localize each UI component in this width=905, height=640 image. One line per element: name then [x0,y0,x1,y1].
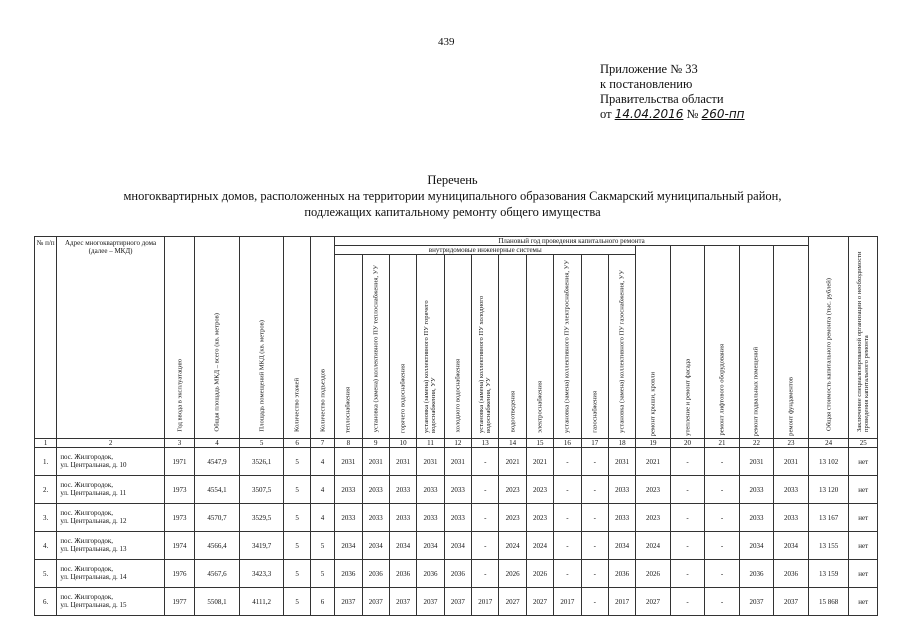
cell-concl: нет [849,588,878,616]
cell-c18: 2036 [608,560,635,588]
cell-prem: 3507,5 [239,476,284,504]
cell-floors: 5 [284,588,310,616]
cell-prem: 3423,3 [239,560,284,588]
cell-c10: 2037 [389,588,416,616]
address-line: ул. Центральная, д. 15 [60,600,127,609]
cell-total: 4570,7 [195,504,240,532]
cell-c9: 2037 [362,588,389,616]
appendix-date-line [600,107,745,122]
cell-c13: - [472,504,499,532]
header-elevator: ремонт лифтового оборудования [705,246,739,439]
cell-c23: 2033 [774,504,809,532]
cell-c12: 2034 [444,532,471,560]
header-hot-water: горячего водоснабжения [389,255,416,439]
cell-c8: 2033 [335,504,362,532]
cell-c19: 2026 [636,560,670,588]
cell-total: 4554,1 [195,476,240,504]
cell-floors: 5 [284,476,310,504]
cell-c17: - [581,560,608,588]
date-prefix: от [600,107,612,121]
column-number: 10 [389,439,416,448]
cell-prem: 3526,1 [239,448,284,476]
cell-c8: 2037 [335,588,362,616]
cell-c20: - [670,560,704,588]
address-line: пос. Жилгородок, [60,537,114,545]
cell-c12: 2031 [444,448,471,476]
column-number: 8 [335,439,362,448]
cell-c12: 2033 [444,476,471,504]
cell-c16: - [554,476,581,504]
cell-c11: 2034 [417,532,444,560]
cell-ent: 4 [310,504,334,532]
header-roof: ремонт крыши, кровли [636,246,670,439]
cell-c19: 2021 [636,448,670,476]
column-number: 23 [774,439,809,448]
cell-cost: 13 155 [808,532,849,560]
cell-c18: 2031 [608,448,635,476]
cell-concl: нет [849,448,878,476]
cell-floors: 5 [284,504,310,532]
header-floors: Количество этажей [284,237,310,439]
header-heat: теплоснабжения [335,255,362,439]
column-number: 6 [284,439,310,448]
cell-c15: 2023 [526,504,553,532]
cell-cost: 13 167 [808,504,849,532]
document-title [0,172,905,220]
column-number: 24 [808,439,849,448]
cell-c11: 2033 [417,504,444,532]
column-number-row [35,439,878,448]
column-number: 18 [608,439,635,448]
cell-c22: 2033 [739,504,773,532]
cell-ent: 4 [310,448,334,476]
cell-ent: 5 [310,560,334,588]
cell-floors: 5 [284,532,310,560]
address-line: ул. Центральная, д. 13 [60,544,127,553]
cell-c20: - [670,476,704,504]
cell-n: 4. [35,532,57,560]
column-number: 5 [239,439,284,448]
header-conclusion: Заключение специализированной организации о необходимости проведения капитального ремонта [849,237,878,439]
cell-c20: - [670,504,704,532]
cell-c11: 2033 [417,476,444,504]
column-number: 11 [417,439,444,448]
cell-c22: 2036 [739,560,773,588]
cell-c18: 2017 [608,588,635,616]
table-row [35,560,878,588]
cell-c11: 2036 [417,560,444,588]
header-year-built: Год ввода в эксплуатацию [164,237,194,439]
cell-c13: - [472,532,499,560]
header-heat-meter: установка (замена) коллективного ПУ теплоснабжения, УУ [362,255,389,439]
cell-n: 5. [35,560,57,588]
title-line-2: многоквартирных домов, расположенных на территории муниципального образования Сакмарский муниципальный район, [123,189,782,203]
cell-c18: 2033 [608,476,635,504]
header-num: № п/п [35,237,57,439]
cell-c17: - [581,504,608,532]
header-hot-water-meter: установка (замена) коллективного ПУ горячего водоснабжения, УУ [417,255,444,439]
header-basement: ремонт подвальных помещений [739,246,773,439]
cell-prem: 3529,5 [239,504,284,532]
header-premises-area: Площадь помещений МКД (кв. метров) [239,237,284,439]
address-line: ул. Центральная, д. 12 [60,516,127,525]
column-number: 7 [310,439,334,448]
address-cell [57,532,165,560]
cell-c13: - [472,476,499,504]
cell-c15: 2024 [526,532,553,560]
cell-n: 2. [35,476,57,504]
cell-cost: 13 120 [808,476,849,504]
cell-c14: 2023 [499,504,526,532]
cell-c22: 2033 [739,476,773,504]
cell-c12: 2036 [444,560,471,588]
cell-concl: нет [849,560,878,588]
address-cell [57,504,165,532]
cell-c15: 2026 [526,560,553,588]
cell-c17: - [581,532,608,560]
cell-c10: 2033 [389,476,416,504]
appendix-title: Приложение № 33 [600,62,698,76]
cell-prem: 4111,2 [239,588,284,616]
cell-c16: - [554,504,581,532]
cell-c8: 2033 [335,476,362,504]
cell-c9: 2036 [362,560,389,588]
header-electric-meter: установка (замена) коллективного ПУ электроснабжения, УУ [554,255,581,439]
cell-floors: 5 [284,448,310,476]
cell-c10: 2034 [389,532,416,560]
cell-ent: 4 [310,476,334,504]
cell-c16: - [554,532,581,560]
cell-c10: 2036 [389,560,416,588]
cell-c9: 2034 [362,532,389,560]
cell-c22: 2031 [739,448,773,476]
cell-c11: 2031 [417,448,444,476]
cell-c14: 2027 [499,588,526,616]
cell-c13: 2017 [472,588,499,616]
address-cell [57,448,165,476]
cell-c19: 2023 [636,476,670,504]
header-gas-meter: установка (замена) коллективного ПУ газоснабжения, УУ [608,255,635,439]
cell-year: 1971 [164,448,194,476]
cell-c23: 2037 [774,588,809,616]
cell-c21: - [705,448,739,476]
column-number: 13 [472,439,499,448]
cell-c9: 2031 [362,448,389,476]
table-row [35,588,878,616]
cell-c12: 2033 [444,504,471,532]
cell-total: 4566,4 [195,532,240,560]
cell-c16: 2017 [554,588,581,616]
title-line-1: Перечень [427,173,478,187]
cell-c8: 2031 [335,448,362,476]
column-number: 17 [581,439,608,448]
repair-table [34,236,878,616]
cell-prem: 3419,7 [239,532,284,560]
cell-c17: - [581,448,608,476]
cell-c15: 2027 [526,588,553,616]
cell-c19: 2024 [636,532,670,560]
column-number: 25 [849,439,878,448]
handwritten-date: 14.04.2016 [614,107,684,121]
cell-c15: 2023 [526,476,553,504]
cell-c23: 2036 [774,560,809,588]
cell-c14: 2024 [499,532,526,560]
appendix-ref: к постановлению [600,77,693,91]
cell-c22: 2037 [739,588,773,616]
header-planned-year: Плановый год проведения капитального ремонта [335,237,809,246]
cell-floors: 5 [284,560,310,588]
cell-total: 4547,9 [195,448,240,476]
cell-cost: 13 159 [808,560,849,588]
cell-c17: - [581,588,608,616]
header-facade: утепление и ремонт фасада [670,246,704,439]
cell-c9: 2033 [362,504,389,532]
header-cold-water: холодного водоснабжения [444,255,471,439]
cell-n: 3. [35,504,57,532]
cell-total: 4567,6 [195,560,240,588]
cell-c21: - [705,476,739,504]
column-number: 20 [670,439,704,448]
cell-c18: 2033 [608,504,635,532]
header-entrances: Количество подъездов [310,237,334,439]
cell-c19: 2023 [636,504,670,532]
column-number: 9 [362,439,389,448]
cell-c21: - [705,532,739,560]
address-line: пос. Жилгородок, [60,453,114,461]
cell-c12: 2037 [444,588,471,616]
column-number: 19 [636,439,670,448]
column-number: 4 [195,439,240,448]
cell-c18: 2034 [608,532,635,560]
header-address: Адрес многоквартирного дома (далее – МКД) [57,237,165,439]
address-line: пос. Жилгородок, [60,509,114,517]
cell-c23: 2031 [774,448,809,476]
cell-c10: 2033 [389,504,416,532]
cell-c23: 2034 [774,532,809,560]
appendix-authority: Правительства области [600,92,724,106]
cell-c13: - [472,448,499,476]
cell-c9: 2033 [362,476,389,504]
cell-c14: 2023 [499,476,526,504]
column-number: 15 [526,439,553,448]
cell-c11: 2037 [417,588,444,616]
cell-c19: 2027 [636,588,670,616]
column-number: 12 [444,439,471,448]
handwritten-number: 260-пп [701,107,745,121]
column-number: 2 [57,439,165,448]
address-cell [57,560,165,588]
cell-total: 5508,1 [195,588,240,616]
cell-concl: нет [849,476,878,504]
header-cold-water-meter: установка (замена) коллективного ПУ холодного водоснабжения, УУ [472,255,499,439]
column-number: 21 [705,439,739,448]
table-row [35,532,878,560]
column-number: 1 [35,439,57,448]
cell-c20: - [670,532,704,560]
cell-c10: 2031 [389,448,416,476]
cell-c8: 2034 [335,532,362,560]
header-foundation: ремонт фундаментов [774,246,809,439]
page-number: 439 [438,36,455,48]
cell-c8: 2036 [335,560,362,588]
cell-c14: 2021 [499,448,526,476]
address-line: пос. Жилгородок, [60,481,114,489]
header-gas: газоснабжения [581,255,608,439]
address-line: ул. Центральная, д. 14 [60,572,127,581]
cell-year: 1974 [164,532,194,560]
cell-c20: - [670,588,704,616]
cell-ent: 6 [310,588,334,616]
cell-c23: 2033 [774,476,809,504]
column-number: 22 [739,439,773,448]
header-total-area: Общая площадь МКД – всего (кв. метров) [195,237,240,439]
table-body [35,439,878,616]
cell-c22: 2034 [739,532,773,560]
column-number: 14 [499,439,526,448]
cell-year: 1976 [164,560,194,588]
address-line: ул. Центральная, д. 10 [60,460,127,469]
cell-concl: нет [849,504,878,532]
cell-c13: - [472,560,499,588]
cell-c20: - [670,448,704,476]
cell-c17: - [581,476,608,504]
column-number: 16 [554,439,581,448]
address-cell [57,588,165,616]
cell-year: 1977 [164,588,194,616]
header-internal-systems: внутридомовые инженерные системы [335,246,636,255]
address-line: пос. Жилгородок, [60,593,114,601]
number-sign: № [686,107,699,121]
cell-concl: нет [849,532,878,560]
column-number: 3 [164,439,194,448]
cell-year: 1973 [164,504,194,532]
cell-cost: 13 102 [808,448,849,476]
table-row [35,448,878,476]
cell-c21: - [705,504,739,532]
appendix-block [600,62,745,122]
cell-year: 1973 [164,476,194,504]
header-electric: электроснабжения [526,255,553,439]
cell-c21: - [705,560,739,588]
cell-c15: 2021 [526,448,553,476]
cell-c21: - [705,588,739,616]
cell-n: 1. [35,448,57,476]
cell-cost: 15 868 [808,588,849,616]
cell-c16: - [554,560,581,588]
cell-ent: 5 [310,532,334,560]
cell-c16: - [554,448,581,476]
header-sewer: водоотведения [499,255,526,439]
table-row [35,476,878,504]
address-line: ул. Центральная, д. 11 [60,488,127,497]
header-total-cost: Общая стоимость капитального ремонта (тыс. рублей) [808,237,849,439]
cell-n: 6. [35,588,57,616]
table-row [35,504,878,532]
address-line: пос. Жилгородок, [60,565,114,573]
cell-c14: 2026 [499,560,526,588]
address-cell [57,476,165,504]
title-line-3: подлежащих капитальному ремонту общего имущества [304,205,601,219]
